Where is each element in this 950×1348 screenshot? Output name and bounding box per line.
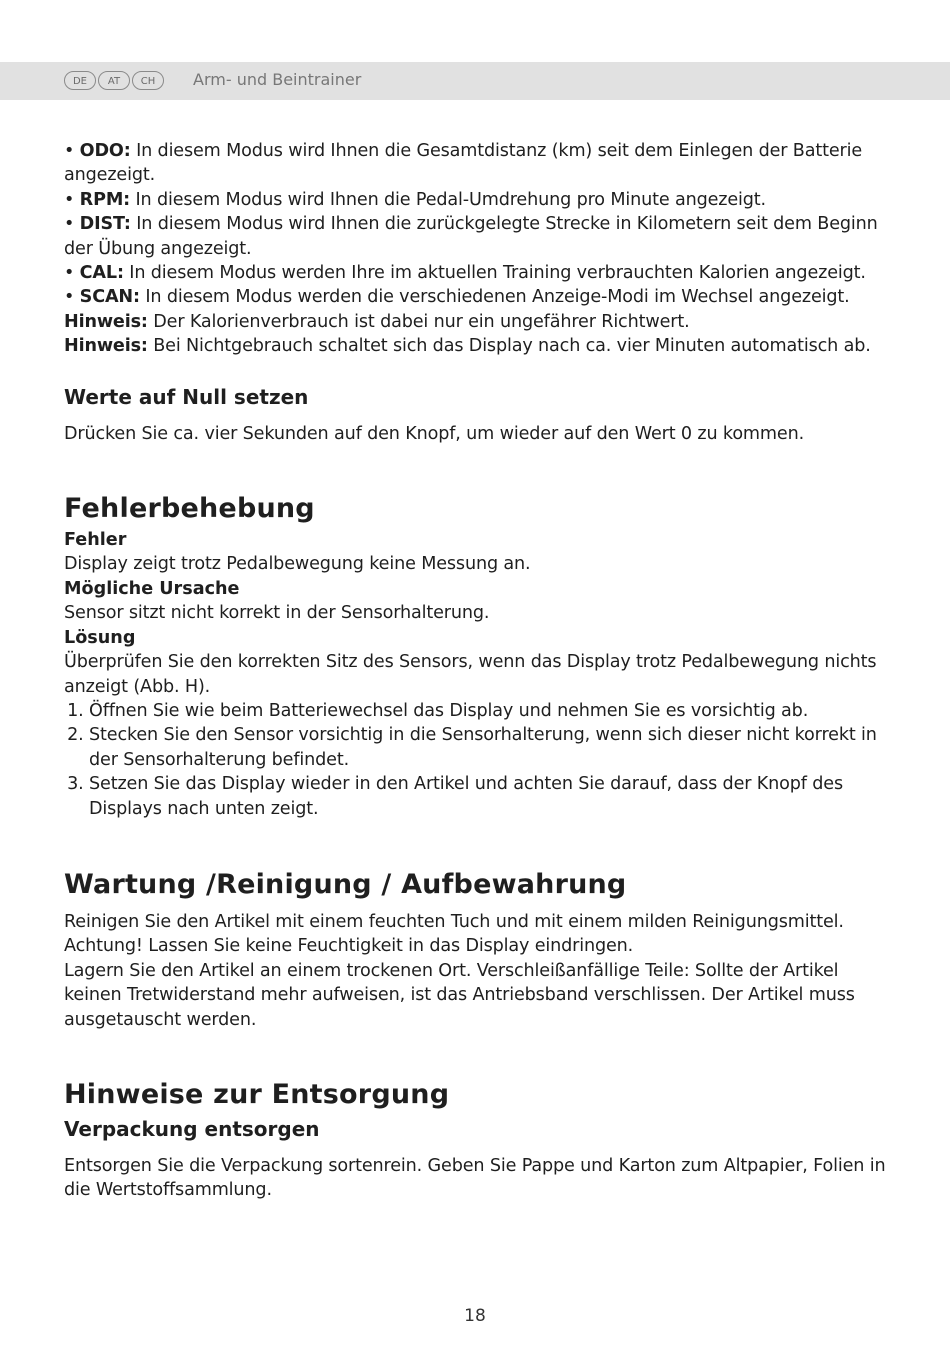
badge-de: DE — [64, 71, 96, 90]
troubleshooting-heading: Fehlerbehebung — [64, 493, 315, 525]
disposal-text: Entsorgen Sie die Verpackung sortenrein. Geben Sie Pappe und Karton zum Altpapier, Folien in die Wertstoffsammlung. — [64, 1155, 886, 1201]
page-content — [64, 139, 890, 1203]
maintenance-storage: Lagern Sie den Artikel an einem trockenen Ort. Verschleißanfällige Teile: Sollte der Artikel keinen Tretwiderstand mehr aufweisen, ist das Antriebsband verschlissen. Der Artikel muss ausgetauscht werden. — [64, 960, 855, 1030]
note-calories: Hinweis: Der Kalorienverbrauch ist dabei nur ein ungefährer Richtwert. — [64, 311, 690, 332]
badge-at: AT — [98, 71, 130, 90]
page-number: 18 — [464, 1306, 486, 1326]
disposal-heading: Hinweise zur Entsorgung — [64, 1078, 450, 1110]
fault-text: Display zeigt trotz Pedalbewegung keine Messung an. — [64, 554, 531, 575]
maintenance-clean: Reinigen Sie den Artikel mit einem feuchten Tuch und mit einem milden Reinigungsmittel. — [64, 911, 844, 932]
solution-steps — [64, 699, 890, 821]
cause-text: Sensor sitzt nicht korrekt in der Sensorhalterung. — [64, 603, 490, 624]
fault-label: Fehler — [64, 530, 127, 551]
mode-cal: • CAL: In diesem Modus werden Ihre im aktuellen Training verbrauchten Kalorien angezeigt. — [64, 263, 866, 284]
mode-dist: • DIST: In diesem Modus wird Ihnen die zurückgelegte Strecke in Kilometern seit dem Beginn der Übung angezeigt. — [64, 214, 878, 259]
mode-odo: • ODO: In diesem Modus wird Ihnen die Gesamtdistanz (km) seit dem Einlegen der Batterie angezeigt. — [64, 141, 863, 186]
mode-scan: • SCAN: In diesem Modus werden die verschiedenen Anzeige-Modi im Wechsel angezeigt. — [64, 287, 850, 308]
note-auto-off: Hinweis: Bei Nichtgebrauch schaltet sich das Display nach ca. vier Minuten automatisch ab. — [64, 336, 871, 357]
maintenance-heading: Wartung /Reinigung / Aufbewahrung — [64, 868, 627, 900]
maintenance-warning: Achtung! Lassen Sie keine Feuchtigkeit in das Display eindringen. — [64, 936, 634, 957]
disposal-subheading: Verpackung entsorgen — [64, 1116, 320, 1141]
solution-step: 3. Setzen Sie das Display wieder in den Artikel und achten Sie darauf, dass der Knopf des Displays nach unten zeigt. — [89, 772, 890, 821]
solution-step: 1. Öffnen Sie wie beim Batteriewechsel das Display und nehmen Sie es vorsichtig ab. — [89, 699, 890, 723]
reset-text: Drücken Sie ca. vier Sekunden auf den Knopf, um wieder auf den Wert 0 zu kommen. — [64, 423, 805, 444]
cause-label: Mögliche Ursache — [64, 578, 240, 599]
solution-label: Lösung — [64, 627, 136, 648]
mode-rpm: • RPM: In diesem Modus wird Ihnen die Pedal-Umdrehung pro Minute angezeigt. — [64, 189, 766, 210]
badge-ch: CH — [132, 71, 164, 90]
country-badges — [64, 71, 164, 90]
solution-text: Überprüfen Sie den korrekten Sitz des Sensors, wenn das Display trotz Pedalbewegung nichts anzeigt (Abb. H). — [64, 652, 877, 697]
header-title: Arm- und Beintrainer — [193, 70, 362, 89]
solution-step: 2. Stecken Sie den Sensor vorsichtig in die Sensorhalterung, wenn sich dieser nicht korrekt in der Sensorhalterung befindet. — [89, 723, 890, 772]
reset-heading: Werte auf Null setzen — [64, 384, 309, 409]
